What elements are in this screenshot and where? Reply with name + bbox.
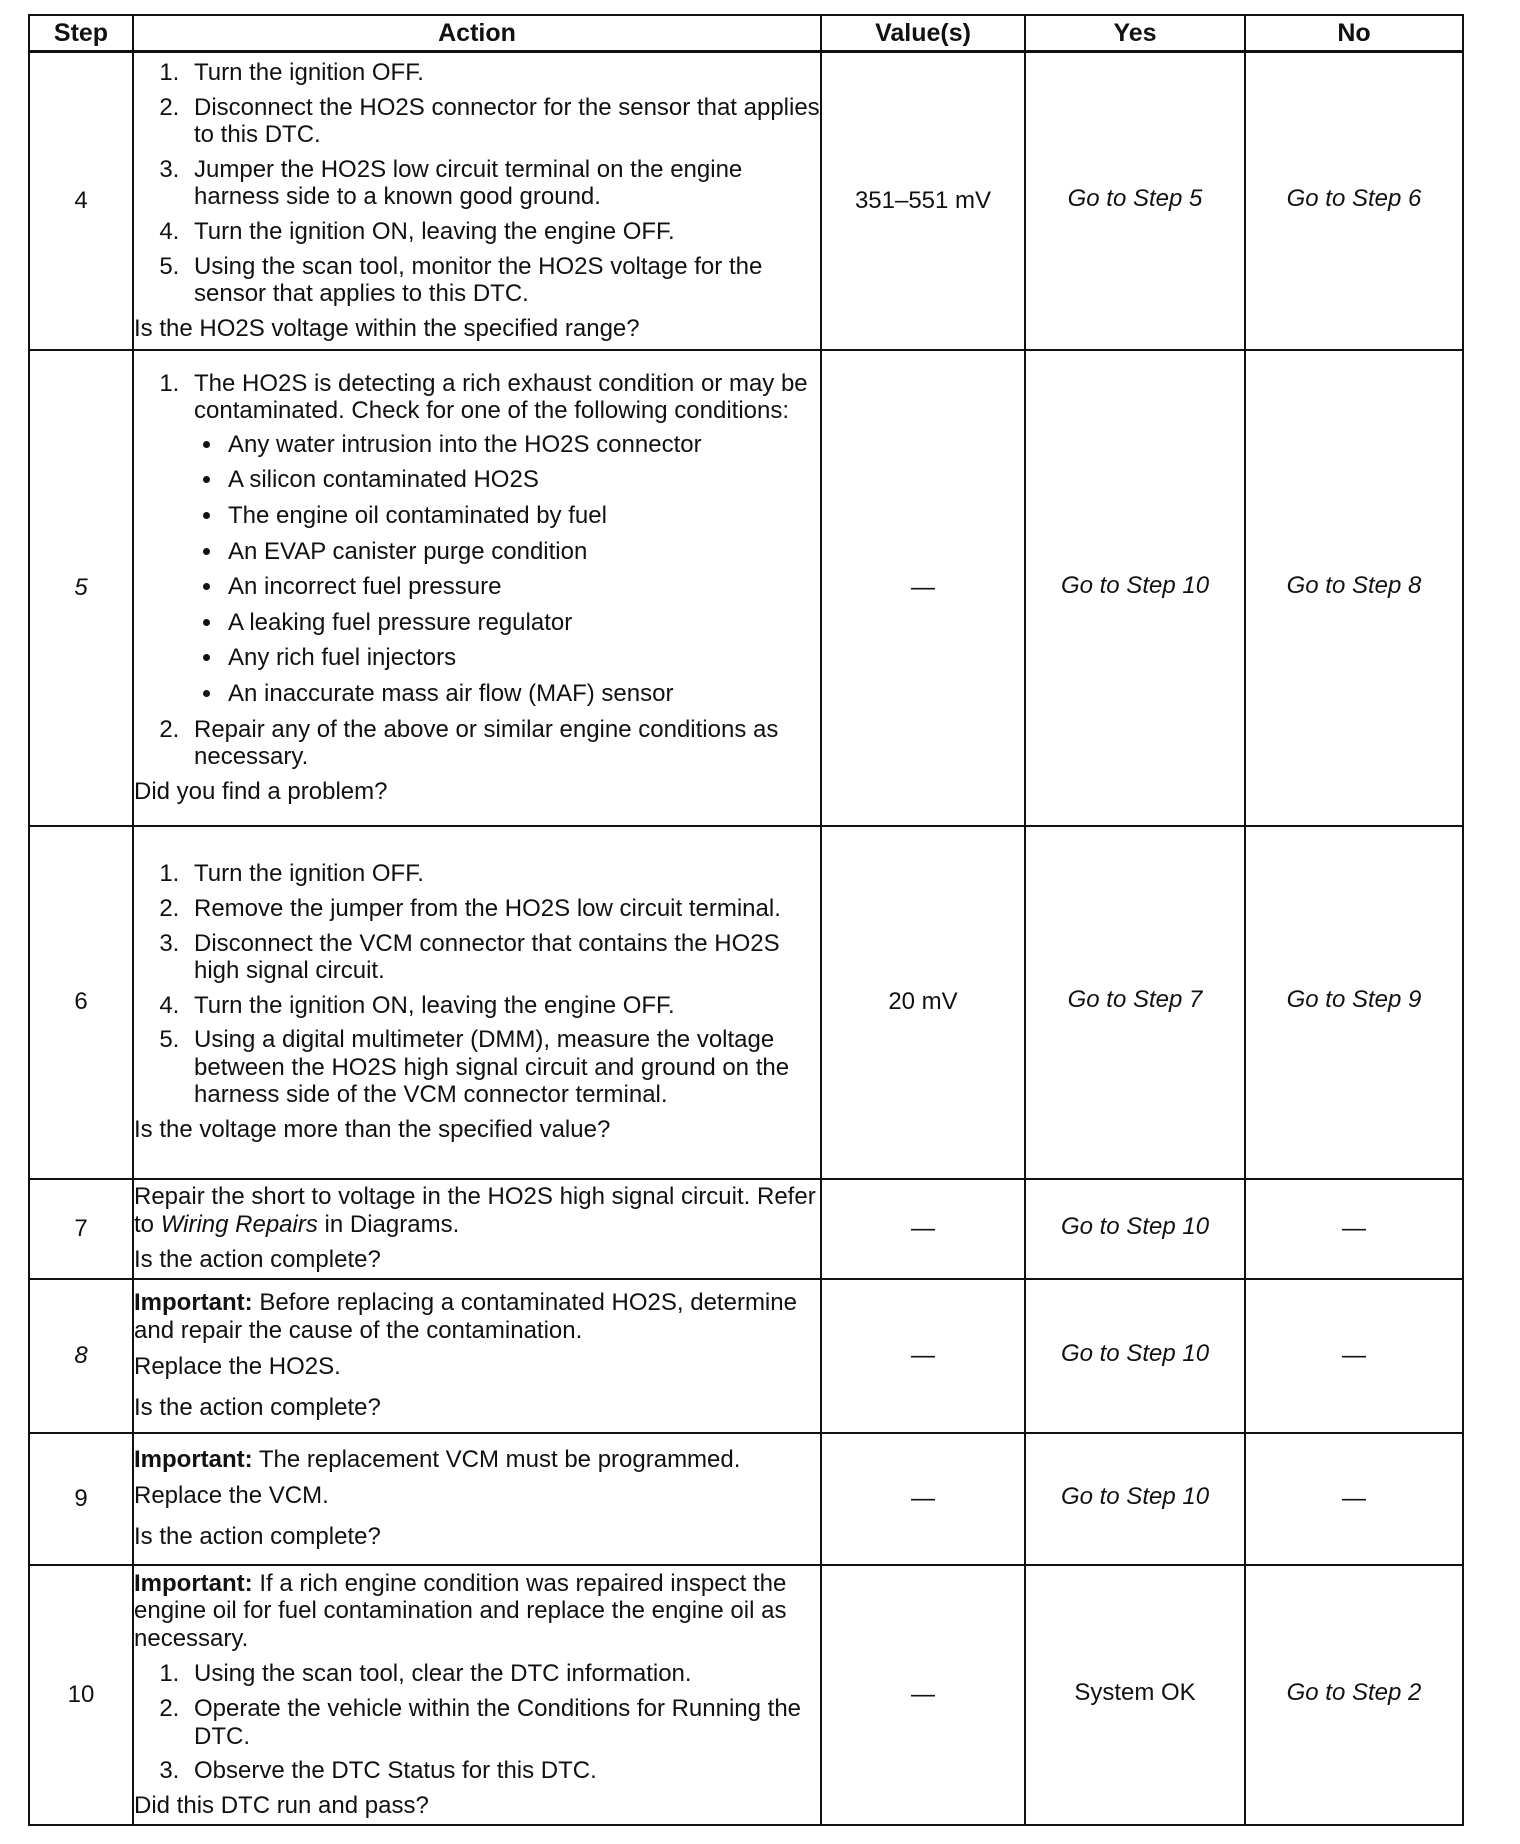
no-cell <box>1245 52 1463 350</box>
no-goto-link[interactable]: Go to Step 9 <box>1286 986 1422 1014</box>
action-question: Is the voltage more than the specified value? <box>134 1116 611 1144</box>
header-value: Value(s) <box>821 15 1025 52</box>
yes-goto-link[interactable]: Go to Step 10 <box>1060 571 1210 599</box>
yes-goto-link[interactable]: Go to Step 5 <box>1067 184 1203 212</box>
yes-goto-link[interactable]: Go to Step 7 <box>1067 986 1203 1014</box>
yes-goto-link[interactable]: Go to Step 10 <box>1060 1212 1210 1240</box>
action-cell <box>133 52 821 350</box>
action-step: 1. Turn the ignition OFF. <box>186 59 820 87</box>
step-number: 7 <box>29 1179 133 1279</box>
important-label: Important: <box>134 1569 253 1597</box>
step-number: 8 <box>29 1279 133 1433</box>
value-cell: — <box>821 1179 1025 1279</box>
yes-goto-link[interactable]: Go to Step 10 <box>1060 1482 1210 1510</box>
table-row-step-7 <box>29 1179 1463 1279</box>
yes-goto-link[interactable]: Go to Step 10 <box>1060 1339 1210 1367</box>
action-step: 3. Disconnect the VCM connector that contains the HO2S high signal circuit. <box>186 930 820 985</box>
condition-item: • An inaccurate mass air flow (MAF) sensor <box>224 680 820 708</box>
value-cell: — <box>821 350 1025 826</box>
condition-item: • The engine oil contaminated by fuel <box>224 502 820 530</box>
condition-item: • An incorrect fuel pressure <box>224 573 820 601</box>
action-step: 2. Remove the jumper from the HO2S low circuit terminal. <box>186 895 820 923</box>
value-cell: 351–551 mV <box>821 52 1025 350</box>
action-question: Did this DTC run and pass? <box>134 1791 429 1819</box>
table-row-step-5 <box>29 350 1463 826</box>
action-steps <box>134 59 820 308</box>
action-step: 2. Disconnect the HO2S connector for the sensor that applies to this DTC. <box>186 94 820 149</box>
no-cell: — <box>1245 1179 1463 1279</box>
action-step: 3. Observe the DTC Status for this DTC. <box>186 1757 820 1785</box>
step-number: 9 <box>29 1433 133 1565</box>
action-text-part: Repair the short to voltage in the HO2S high signal circuit. Refer to <box>134 1183 816 1238</box>
important-note <box>134 1446 820 1474</box>
action-question: Is the action complete? <box>134 1523 381 1551</box>
action-cell <box>133 1179 821 1279</box>
yes-result: System OK <box>1074 1678 1196 1706</box>
yes-cell <box>1025 1565 1245 1825</box>
important-label: Important: <box>134 1446 253 1474</box>
action-step: 2. Repair any of the above or similar engine conditions as necessary. <box>186 716 820 771</box>
important-text: The replacement VCM must be programmed. <box>252 1446 741 1474</box>
condition-item: • Any rich fuel injectors <box>224 644 820 672</box>
yes-cell <box>1025 826 1245 1179</box>
table-row-step-8 <box>29 1279 1463 1433</box>
header-action: Action <box>133 15 821 52</box>
diagnostic-table <box>28 14 1464 1826</box>
important-text: If a rich engine condition was repaired inspect the engine oil for fuel contamination and replace the engine oil as necessary. <box>134 1569 787 1652</box>
yes-cell <box>1025 52 1245 350</box>
important-label: Important: <box>134 1289 253 1317</box>
header-yes: Yes <box>1025 15 1245 52</box>
action-step <box>186 370 820 708</box>
action-line: Replace the HO2S. <box>134 1352 341 1380</box>
action-step-text: The HO2S is detecting a rich exhaust condition or may be contaminated. Check for one of the following conditions: <box>194 369 808 425</box>
no-goto-link[interactable]: Go to Step 2 <box>1286 1678 1422 1706</box>
action-cell <box>133 350 821 826</box>
action-steps <box>134 860 820 1109</box>
action-cell <box>133 1433 821 1565</box>
action-step: 2. Operate the vehicle within the Conditions for Running the DTC. <box>186 1695 820 1750</box>
action-step: 4. Turn the ignition ON, leaving the engine OFF. <box>186 992 820 1020</box>
no-cell: — <box>1245 1433 1463 1565</box>
no-cell <box>1245 350 1463 826</box>
table-row-step-6 <box>29 826 1463 1179</box>
action-step: 1. Using the scan tool, clear the DTC information. <box>186 1660 820 1688</box>
yes-cell <box>1025 1433 1245 1565</box>
condition-item: • An EVAP canister purge condition <box>224 538 820 566</box>
no-cell <box>1245 1565 1463 1825</box>
no-cell <box>1245 826 1463 1179</box>
step-number: 4 <box>29 52 133 350</box>
header-row <box>29 15 1463 52</box>
table-row-step-9 <box>29 1433 1463 1565</box>
value-cell: 20 mV <box>821 826 1025 1179</box>
header-step: Step <box>29 15 133 52</box>
important-text: Before replacing a contaminated HO2S, determine and repair the cause of the contamination. <box>134 1289 797 1344</box>
step-number: 10 <box>29 1565 133 1825</box>
action-cell <box>133 1279 821 1433</box>
condition-list <box>194 431 820 708</box>
table-row-step-4 <box>29 52 1463 350</box>
yes-cell <box>1025 350 1245 826</box>
action-question: Is the HO2S voltage within the specified range? <box>134 314 640 342</box>
step-number: 5 <box>29 350 133 826</box>
step-number: 6 <box>29 826 133 1179</box>
action-question: Is the action complete? <box>134 1394 381 1422</box>
action-question: Is the action complete? <box>134 1246 381 1274</box>
table-row-step-10 <box>29 1565 1463 1825</box>
action-text <box>134 1183 820 1238</box>
action-step: 4. Turn the ignition ON, leaving the engine OFF. <box>186 218 820 246</box>
condition-item: • A leaking fuel pressure regulator <box>224 609 820 637</box>
value-cell: — <box>821 1565 1025 1825</box>
condition-item: • A silicon contaminated HO2S <box>224 466 820 494</box>
action-cell <box>133 1565 821 1825</box>
action-question: Did you find a problem? <box>134 777 388 805</box>
important-note <box>134 1289 820 1344</box>
action-cell <box>133 826 821 1179</box>
action-steps <box>134 1660 820 1784</box>
yes-cell <box>1025 1179 1245 1279</box>
header-no: No <box>1245 15 1463 52</box>
action-step: 3. Jumper the HO2S low circuit terminal on the engine harness side to a known good ground. <box>186 156 820 211</box>
no-goto-link[interactable]: Go to Step 6 <box>1286 184 1422 212</box>
action-step: 5. Using the scan tool, monitor the HO2S voltage for the sensor that applies to this DTC. <box>186 253 820 308</box>
important-note <box>134 1570 820 1653</box>
yes-cell <box>1025 1279 1245 1433</box>
value-cell: — <box>821 1433 1025 1565</box>
no-goto-link[interactable]: Go to Step 8 <box>1286 571 1422 599</box>
condition-item: • Any water intrusion into the HO2S connector <box>224 431 820 459</box>
action-step: 5. Using a digital multimeter (DMM), measure the voltage between the HO2S high signal circuit and ground on the harness side of the VCM connector terminal. <box>186 1026 820 1109</box>
action-text-part: in Diagrams. <box>317 1210 460 1238</box>
action-step: 1. Turn the ignition OFF. <box>186 860 820 888</box>
action-steps <box>134 370 820 771</box>
no-cell: — <box>1245 1279 1463 1433</box>
action-line: Replace the VCM. <box>134 1481 329 1509</box>
value-cell: — <box>821 1279 1025 1433</box>
wiring-repairs-reference: Wiring Repairs <box>160 1210 318 1238</box>
